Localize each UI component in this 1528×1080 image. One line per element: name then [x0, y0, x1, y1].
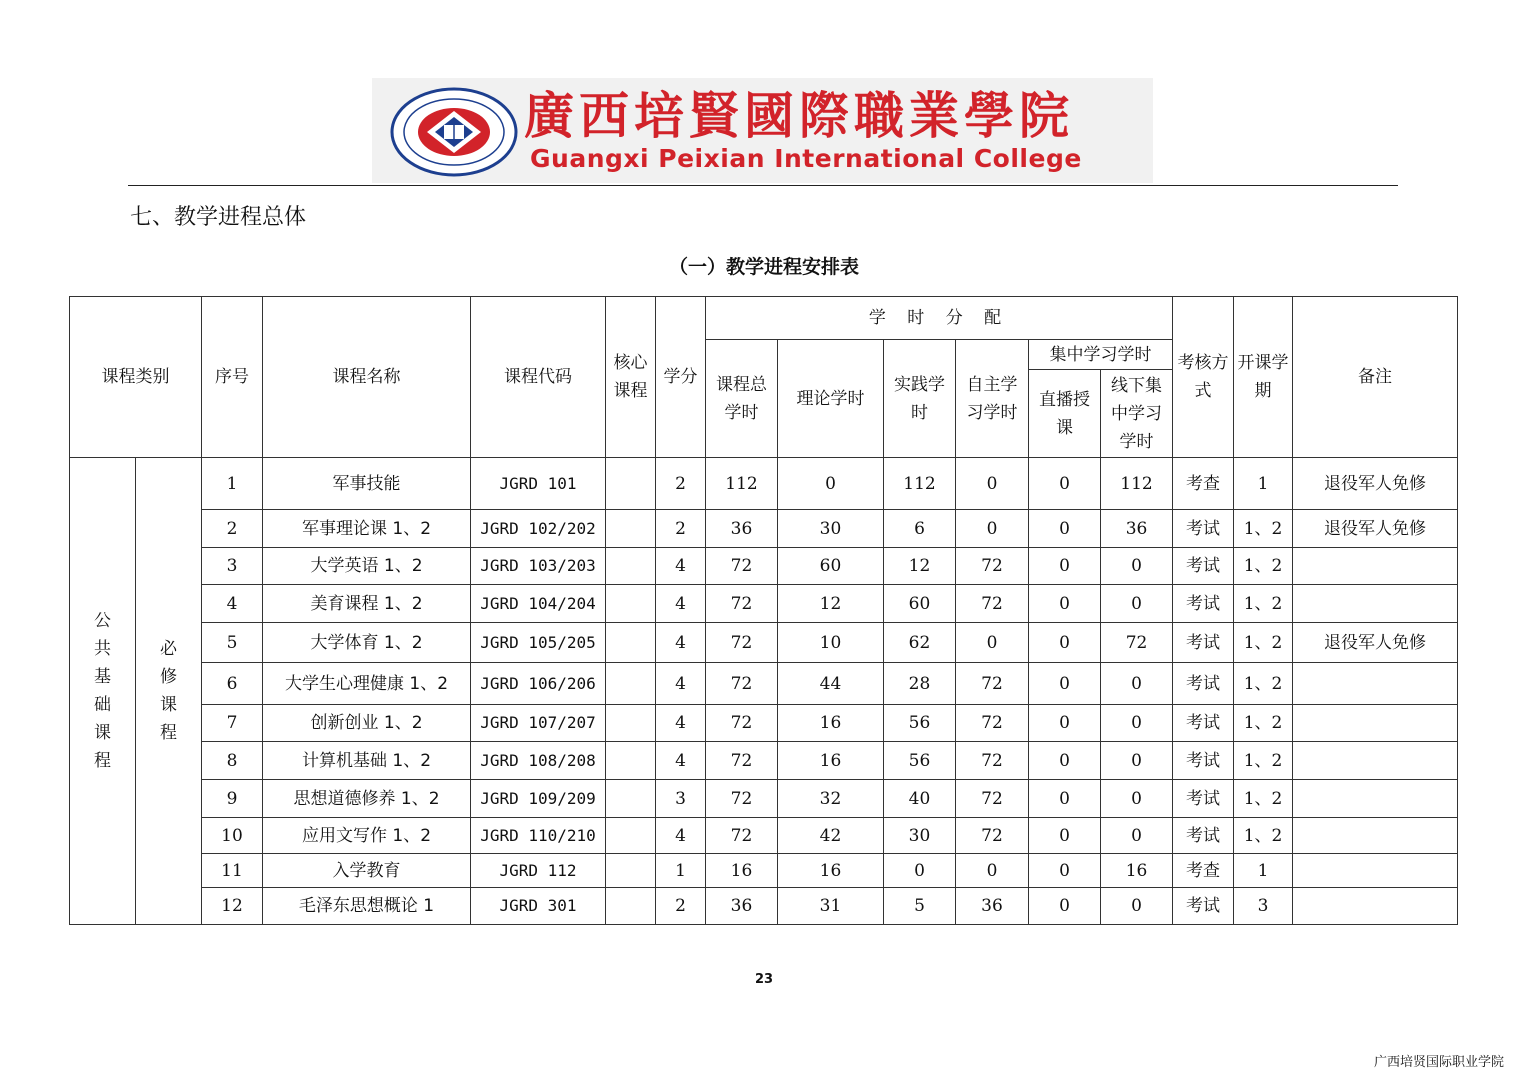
remark-cell: [1293, 705, 1458, 742]
credit-cell: 4: [656, 663, 706, 705]
header-live: 直播授课: [1039, 389, 1090, 438]
offline-hours-cell: 0: [1101, 663, 1173, 705]
live-hours-cell: 0: [1029, 548, 1101, 585]
seq-cell: 12: [202, 888, 263, 925]
remark-cell: [1293, 780, 1458, 818]
course-code-cell: JGRD 104/204: [471, 585, 606, 623]
seq-cell: 9: [202, 780, 263, 818]
semester-cell: 1、2: [1234, 818, 1293, 854]
credit-cell: 4: [656, 585, 706, 623]
semester-cell: 1、2: [1234, 623, 1293, 663]
assessment-cell: 考试: [1173, 742, 1234, 780]
assessment-cell: 考试: [1173, 510, 1234, 548]
assessment-cell: 考试: [1173, 623, 1234, 663]
seq-cell: 3: [202, 548, 263, 585]
table-row: [70, 818, 1458, 854]
course-name-cell: 应用文写作 1、2: [263, 818, 471, 854]
core-cell: [606, 705, 656, 742]
offline-hours-cell: 0: [1101, 742, 1173, 780]
core-cell: [606, 458, 656, 510]
header-practice: 实践学时: [894, 374, 945, 423]
total-hours-cell: 72: [706, 705, 778, 742]
header-name: 课程名称: [263, 297, 471, 458]
assessment-cell: 考试: [1173, 663, 1234, 705]
section-title: 七、教学进程总体: [130, 205, 307, 230]
live-hours-cell: 0: [1029, 510, 1101, 548]
self-study-cell: 0: [956, 510, 1029, 548]
header-semester: 开课学期: [1237, 353, 1289, 401]
offline-hours-cell: 0: [1101, 548, 1173, 585]
seq-cell: 7: [202, 705, 263, 742]
remark-cell: [1293, 548, 1458, 585]
total-hours-cell: 36: [706, 888, 778, 925]
seq-cell: 2: [202, 510, 263, 548]
practice-hours-cell: 56: [884, 705, 956, 742]
credit-cell: 1: [656, 854, 706, 888]
offline-hours-cell: 0: [1101, 705, 1173, 742]
core-cell: [606, 780, 656, 818]
self-study-cell: 36: [956, 888, 1029, 925]
core-cell: [606, 510, 656, 548]
semester-cell: 1、2: [1234, 705, 1293, 742]
course-code-cell: JGRD 107/207: [471, 705, 606, 742]
course-code-cell: JGRD 105/205: [471, 623, 606, 663]
theory-hours-cell: 44: [778, 663, 884, 705]
remark-cell: 退役军人免修: [1293, 458, 1458, 510]
category-main: 公共基础课程: [94, 611, 111, 771]
self-study-cell: 72: [956, 742, 1029, 780]
semester-cell: 1: [1234, 458, 1293, 510]
theory-hours-cell: 42: [778, 818, 884, 854]
seq-cell: 1: [202, 458, 263, 510]
seq-cell: 6: [202, 663, 263, 705]
credit-cell: 4: [656, 623, 706, 663]
college-name-chinese: 廣西培賢國際職業學院: [524, 86, 1074, 145]
semester-cell: 1: [1234, 854, 1293, 888]
assessment-cell: 考试: [1173, 548, 1234, 585]
table-row: [70, 510, 1458, 548]
remark-cell: 退役军人免修: [1293, 510, 1458, 548]
offline-hours-cell: 0: [1101, 888, 1173, 925]
credit-cell: 2: [656, 458, 706, 510]
course-code-cell: JGRD 112: [471, 854, 606, 888]
course-code-cell: JGRD 106/206: [471, 663, 606, 705]
credit-cell: 4: [656, 548, 706, 585]
remark-cell: [1293, 742, 1458, 780]
course-code-cell: JGRD 102/202: [471, 510, 606, 548]
total-hours-cell: 72: [706, 585, 778, 623]
seq-cell: 10: [202, 818, 263, 854]
total-hours-cell: 72: [706, 663, 778, 705]
total-hours-cell: 72: [706, 818, 778, 854]
remark-cell: 退役军人免修: [1293, 623, 1458, 663]
header-hours-group: 学 时 分 配: [706, 297, 1173, 340]
live-hours-cell: 0: [1029, 585, 1101, 623]
remark-cell: [1293, 854, 1458, 888]
course-code-cell: JGRD 108/208: [471, 742, 606, 780]
semester-cell: 1、2: [1234, 585, 1293, 623]
course-code-cell: JGRD 101: [471, 458, 606, 510]
self-study-cell: 0: [956, 854, 1029, 888]
total-hours-cell: 72: [706, 780, 778, 818]
remark-cell: [1293, 663, 1458, 705]
offline-hours-cell: 0: [1101, 780, 1173, 818]
table-row: [70, 585, 1458, 623]
course-code-cell: JGRD 103/203: [471, 548, 606, 585]
college-seal-logo: [389, 87, 519, 177]
assessment-cell: 考查: [1173, 458, 1234, 510]
core-cell: [606, 742, 656, 780]
self-study-cell: 72: [956, 818, 1029, 854]
theory-hours-cell: 32: [778, 780, 884, 818]
header-total: 课程总学时: [716, 374, 767, 423]
header-self-study: 自主学习学时: [966, 374, 1018, 423]
offline-hours-cell: 72: [1101, 623, 1173, 663]
live-hours-cell: 0: [1029, 623, 1101, 663]
self-study-cell: 0: [956, 458, 1029, 510]
offline-hours-cell: 16: [1101, 854, 1173, 888]
self-study-cell: 72: [956, 585, 1029, 623]
practice-hours-cell: 30: [884, 818, 956, 854]
table-row: [70, 458, 1458, 510]
live-hours-cell: 0: [1029, 854, 1101, 888]
college-banner: [372, 78, 1153, 183]
header-code: 课程代码: [471, 297, 606, 458]
core-cell: [606, 854, 656, 888]
self-study-cell: 72: [956, 663, 1029, 705]
total-hours-cell: 72: [706, 623, 778, 663]
header-credit: 学分: [656, 297, 706, 458]
semester-cell: 1、2: [1234, 663, 1293, 705]
offline-hours-cell: 0: [1101, 818, 1173, 854]
remark-cell: [1293, 818, 1458, 854]
theory-hours-cell: 16: [778, 742, 884, 780]
course-name-cell: 军事理论课 1、2: [263, 510, 471, 548]
semester-cell: 1、2: [1234, 548, 1293, 585]
core-cell: [606, 623, 656, 663]
live-hours-cell: 0: [1029, 705, 1101, 742]
table-row: [70, 548, 1458, 585]
theory-hours-cell: 0: [778, 458, 884, 510]
self-study-cell: 0: [956, 623, 1029, 663]
table-row: [70, 742, 1458, 780]
assessment-cell: 考试: [1173, 705, 1234, 742]
header-core: 核心课程: [613, 353, 648, 401]
remark-cell: [1293, 888, 1458, 925]
header-offline: 线下集中学习学时: [1111, 375, 1163, 452]
semester-cell: 1、2: [1234, 510, 1293, 548]
course-code-cell: JGRD 110/210: [471, 818, 606, 854]
assessment-cell: 考试: [1173, 888, 1234, 925]
credit-cell: 4: [656, 742, 706, 780]
schedule-table: [69, 296, 1458, 925]
credit-cell: 4: [656, 818, 706, 854]
table-row: [70, 663, 1458, 705]
total-hours-cell: 112: [706, 458, 778, 510]
course-name-cell: 美育课程 1、2: [263, 585, 471, 623]
theory-hours-cell: 60: [778, 548, 884, 585]
course-name-cell: 大学生心理健康 1、2: [263, 663, 471, 705]
course-name-cell: 创新创业 1、2: [263, 705, 471, 742]
remark-cell: [1293, 585, 1458, 623]
core-cell: [606, 585, 656, 623]
offline-hours-cell: 36: [1101, 510, 1173, 548]
semester-cell: 3: [1234, 888, 1293, 925]
core-cell: [606, 818, 656, 854]
header-category: 课程类别: [70, 297, 202, 458]
core-cell: [606, 548, 656, 585]
credit-cell: 3: [656, 780, 706, 818]
header-remarks: 备注: [1293, 297, 1458, 458]
semester-cell: 1、2: [1234, 780, 1293, 818]
table-row: [70, 888, 1458, 925]
table-row: [70, 854, 1458, 888]
category-sub: 必修课程: [160, 639, 177, 743]
page-number: 23: [754, 972, 774, 987]
seq-cell: 4: [202, 585, 263, 623]
table-title: （一）教学进程安排表: [668, 256, 859, 278]
total-hours-cell: 72: [706, 548, 778, 585]
table-row: [70, 780, 1458, 818]
credit-cell: 4: [656, 705, 706, 742]
table-row: [70, 705, 1458, 742]
course-code-cell: JGRD 109/209: [471, 780, 606, 818]
practice-hours-cell: 40: [884, 780, 956, 818]
practice-hours-cell: 12: [884, 548, 956, 585]
live-hours-cell: 0: [1029, 818, 1101, 854]
assessment-cell: 考试: [1173, 818, 1234, 854]
seq-cell: 11: [202, 854, 263, 888]
total-hours-cell: 36: [706, 510, 778, 548]
course-name-cell: 大学体育 1、2: [263, 623, 471, 663]
semester-cell: 1、2: [1234, 742, 1293, 780]
seq-cell: 8: [202, 742, 263, 780]
self-study-cell: 72: [956, 705, 1029, 742]
header-rule: [128, 185, 1398, 186]
self-study-cell: 72: [956, 780, 1029, 818]
live-hours-cell: 0: [1029, 888, 1101, 925]
header-assessment: 考核方式: [1177, 353, 1229, 401]
credit-cell: 2: [656, 510, 706, 548]
theory-hours-cell: 16: [778, 705, 884, 742]
self-study-cell: 72: [956, 548, 1029, 585]
assessment-cell: 考查: [1173, 854, 1234, 888]
assessment-cell: 考试: [1173, 780, 1234, 818]
practice-hours-cell: 28: [884, 663, 956, 705]
header-seq: 序号: [202, 297, 263, 458]
table-row: [70, 623, 1458, 663]
course-name-cell: 毛泽东思想概论 1: [263, 888, 471, 925]
live-hours-cell: 0: [1029, 663, 1101, 705]
practice-hours-cell: 62: [884, 623, 956, 663]
live-hours-cell: 0: [1029, 780, 1101, 818]
course-name-cell: 入学教育: [263, 854, 471, 888]
live-hours-cell: 0: [1029, 458, 1101, 510]
practice-hours-cell: 56: [884, 742, 956, 780]
core-cell: [606, 888, 656, 925]
offline-hours-cell: 112: [1101, 458, 1173, 510]
total-hours-cell: 72: [706, 742, 778, 780]
theory-hours-cell: 31: [778, 888, 884, 925]
practice-hours-cell: 112: [884, 458, 956, 510]
theory-hours-cell: 30: [778, 510, 884, 548]
course-name-cell: 大学英语 1、2: [263, 548, 471, 585]
course-name-cell: 计算机基础 1、2: [263, 742, 471, 780]
live-hours-cell: 0: [1029, 742, 1101, 780]
practice-hours-cell: 6: [884, 510, 956, 548]
course-name-cell: 军事技能: [263, 458, 471, 510]
theory-hours-cell: 12: [778, 585, 884, 623]
theory-hours-cell: 10: [778, 623, 884, 663]
header-concentrated-group: 集中学习学时: [1029, 340, 1173, 370]
total-hours-cell: 16: [706, 854, 778, 888]
practice-hours-cell: 0: [884, 854, 956, 888]
header-theory: 理论学时: [778, 340, 884, 458]
theory-hours-cell: 16: [778, 854, 884, 888]
core-cell: [606, 663, 656, 705]
offline-hours-cell: 0: [1101, 585, 1173, 623]
practice-hours-cell: 60: [884, 585, 956, 623]
seq-cell: 5: [202, 623, 263, 663]
course-code-cell: JGRD 301: [471, 888, 606, 925]
practice-hours-cell: 5: [884, 888, 956, 925]
assessment-cell: 考试: [1173, 585, 1234, 623]
credit-cell: 2: [656, 888, 706, 925]
college-name-english: Guangxi Peixian International College: [530, 144, 1082, 173]
footer-college-name: 广西培贤国际职业学院: [1373, 1055, 1504, 1070]
course-name-cell: 思想道德修养 1、2: [263, 780, 471, 818]
